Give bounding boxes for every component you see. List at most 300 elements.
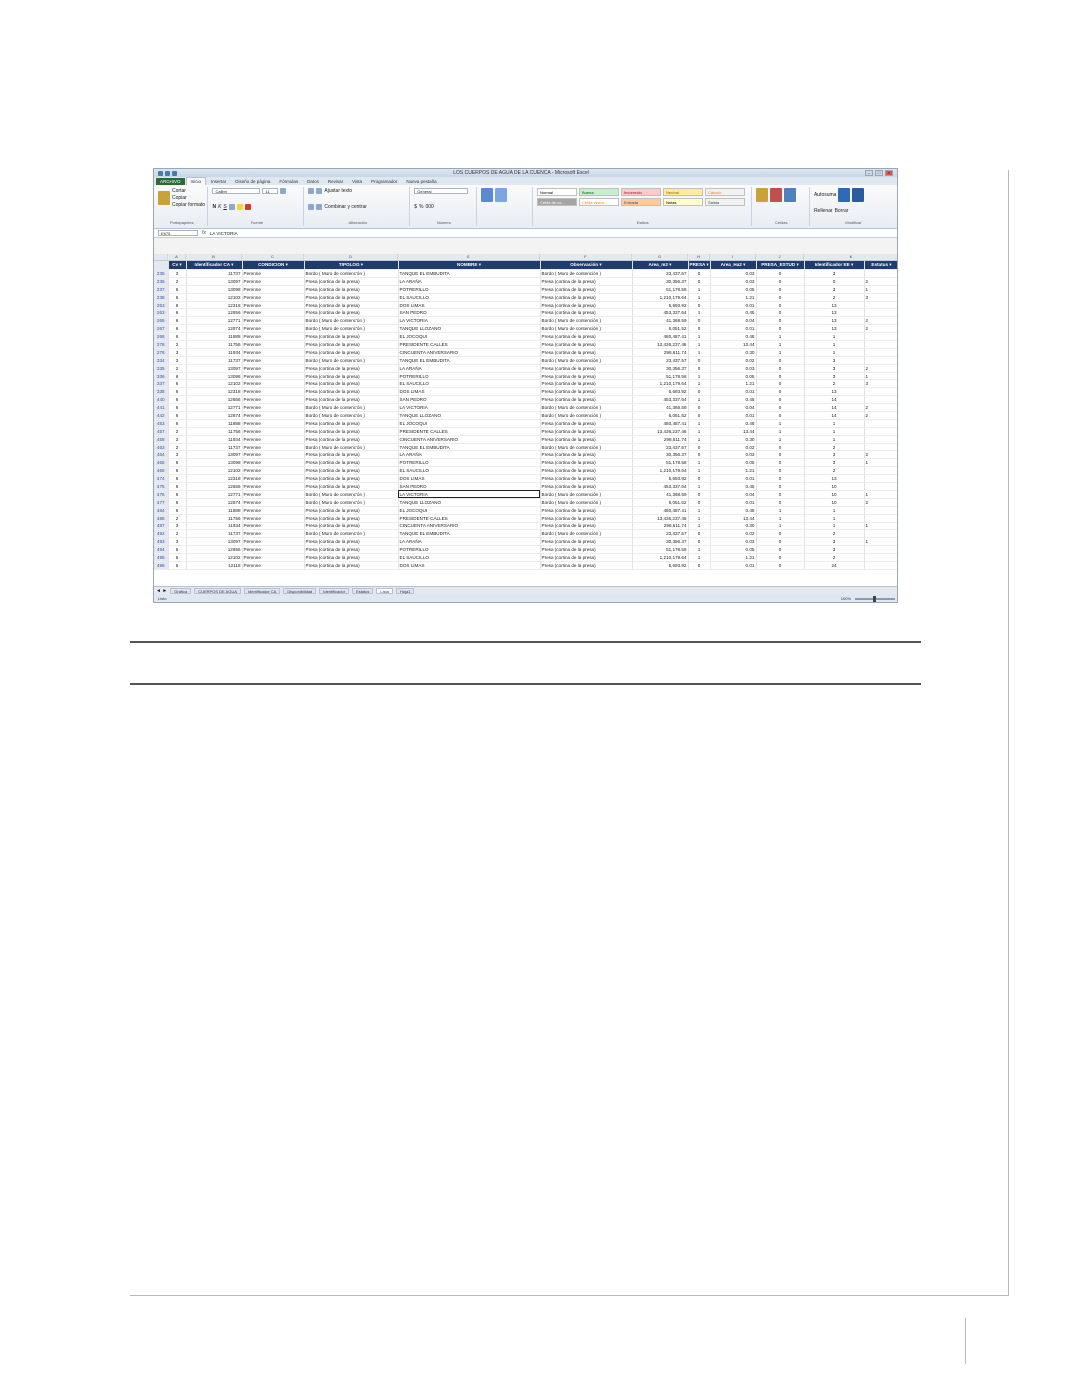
cell-area[interactable]: 23,437.57	[632, 270, 688, 278]
cell-presa[interactable]: 0	[688, 356, 710, 364]
row-number[interactable]: 477	[154, 498, 168, 506]
cell-cond[interactable]: Perenne	[242, 498, 304, 506]
cell-ide[interactable]: 24	[804, 561, 864, 569]
cell-style-option[interactable]: Buena	[579, 188, 619, 196]
cell-ha[interactable]: 0.30	[710, 435, 756, 443]
cell-cv[interactable]: 2	[168, 341, 186, 349]
cell-tipo[interactable]: Presa (cortina de la presa)	[304, 309, 398, 317]
cell-st[interactable]: 2	[864, 325, 898, 333]
cell-id[interactable]: 12318	[186, 388, 242, 396]
cell-est[interactable]: 0	[756, 475, 804, 483]
cell-st[interactable]: 2	[864, 277, 898, 285]
cell-presa[interactable]: 1	[688, 522, 710, 530]
cell-st[interactable]	[864, 443, 898, 451]
formula-input[interactable]: LA VICTORIA	[209, 230, 238, 236]
cell-nombre[interactable]: DOS LIMAS	[398, 475, 540, 483]
cell-st[interactable]	[864, 514, 898, 522]
cell-st[interactable]	[864, 270, 898, 278]
cell-tipo[interactable]: Presa (cortina de la presa)	[304, 419, 398, 427]
cell-st[interactable]: 2	[864, 498, 898, 506]
cell-nombre[interactable]: SAN PEDRO	[398, 396, 540, 404]
cell-presa[interactable]: 0	[688, 451, 710, 459]
cell-area[interactable]: 23,437.57	[632, 443, 688, 451]
quick-access-toolbar[interactable]	[158, 171, 177, 176]
cell-presa[interactable]: 0	[688, 443, 710, 451]
cell-obs[interactable]: Bordo ( Muro de contención )	[540, 412, 632, 420]
cell-cv[interactable]: 6	[168, 483, 186, 491]
fill-color-icon[interactable]	[237, 204, 243, 210]
cell-presa[interactable]: 1	[688, 293, 710, 301]
row-number[interactable]: 475	[154, 483, 168, 491]
cell-obs[interactable]: Presa (cortina de la presa)	[540, 467, 632, 475]
cell-nombre[interactable]: EL SAUCILLO	[398, 293, 540, 301]
row-number[interactable]: 276	[154, 341, 168, 349]
cell-nombre[interactable]: CINCUENTA ANIVERSARIO	[398, 522, 540, 530]
cell-ha[interactable]: 0.05	[710, 372, 756, 380]
cell-id[interactable]: 11737	[186, 356, 242, 364]
table-row[interactable]	[154, 459, 898, 467]
table-row[interactable]	[154, 404, 898, 412]
cell-cv[interactable]: 6	[168, 372, 186, 380]
cell-cv[interactable]: 3	[168, 270, 186, 278]
currency-icon[interactable]: $	[414, 204, 418, 210]
cell-presa[interactable]: 0	[688, 364, 710, 372]
cell-presa[interactable]: 0	[688, 404, 710, 412]
cell-ide[interactable]: 3	[804, 538, 864, 546]
cell-nombre[interactable]: TANQUE LLOZANO	[398, 498, 540, 506]
cell-st[interactable]	[864, 467, 898, 475]
cell-obs[interactable]: Bordo ( Muro de contención )	[540, 443, 632, 451]
cell-cv[interactable]: 6	[168, 459, 186, 467]
cell-st[interactable]: 1	[864, 372, 898, 380]
cell-tipo[interactable]: Bordo ( Muro de contenc'ón )	[304, 325, 398, 333]
find-select-icon[interactable]	[852, 188, 864, 202]
cell-obs[interactable]: Presa (cortina de la presa)	[540, 396, 632, 404]
cell-presa[interactable]: 1	[688, 427, 710, 435]
cell-style-option[interactable]: Incorrecto	[621, 188, 661, 196]
cell-ide[interactable]: 0	[804, 277, 864, 285]
cell-nombre[interactable]: EL JOCOQUI	[398, 419, 540, 427]
name-box[interactable]: E675	[158, 230, 198, 236]
cell-est[interactable]: 0	[756, 356, 804, 364]
cell-presa[interactable]: 0	[688, 301, 710, 309]
cell-obs[interactable]: Presa (cortina de la presa)	[540, 301, 632, 309]
cell-cond[interactable]: Perenne	[242, 530, 304, 538]
cell-presa[interactable]: 1	[688, 483, 710, 491]
column-letter[interactable]: I	[710, 254, 756, 260]
cell-id[interactable]: 12874	[186, 498, 242, 506]
wrap-text-button[interactable]: Ajustar texto	[324, 188, 353, 194]
ribbon-tab[interactable]: Inicio	[186, 177, 207, 185]
cell-ha[interactable]: 0.05	[710, 546, 756, 554]
cell-presa[interactable]: 1	[688, 372, 710, 380]
cell-cv[interactable]: 6	[168, 396, 186, 404]
table-row[interactable]	[154, 538, 898, 546]
table-row[interactable]	[154, 546, 898, 554]
cell-cond[interactable]: Perenne	[242, 427, 304, 435]
column-letter[interactable]: G	[632, 254, 688, 260]
cell-cv[interactable]: 6	[168, 419, 186, 427]
cell-presa[interactable]: 0	[688, 530, 710, 538]
cell-cond[interactable]: Perenne	[242, 301, 304, 309]
cell-id[interactable]: 11737	[186, 270, 242, 278]
cell-area[interactable]: 480,487.41	[632, 333, 688, 341]
sheet-tab[interactable]: Hoja1	[396, 588, 414, 594]
cell-tipo[interactable]: Presa (cortina de la presa)	[304, 546, 398, 554]
cell-ha[interactable]: 0.03	[710, 538, 756, 546]
cell-obs[interactable]: Presa (cortina de la presa)	[540, 435, 632, 443]
table-row[interactable]	[154, 396, 898, 404]
cell-obs[interactable]: Presa (cortina de la presa)	[540, 372, 632, 380]
cell-nombre[interactable]: LA VICTORIA	[398, 317, 540, 325]
cell-cv[interactable]: 6	[168, 285, 186, 293]
cell-area[interactable]: 51,178.58	[632, 372, 688, 380]
delete-cells-icon[interactable]	[770, 188, 782, 202]
cell-tipo[interactable]: Presa (cortina de la presa)	[304, 348, 398, 356]
cell-cv[interactable]: 6	[168, 293, 186, 301]
cell-est[interactable]: 0	[756, 412, 804, 420]
cell-id[interactable]: 11756	[186, 427, 242, 435]
cell-cv[interactable]: 3	[168, 348, 186, 356]
cell-presa[interactable]: 1	[688, 467, 710, 475]
save-icon[interactable]	[165, 171, 170, 176]
cell-cv[interactable]: 6	[168, 325, 186, 333]
cell-cond[interactable]: Perenne	[242, 506, 304, 514]
table-row[interactable]	[154, 372, 898, 380]
bold-icon[interactable]: N	[212, 204, 217, 210]
cell-area[interactable]: 5,693.92	[632, 388, 688, 396]
row-number[interactable]: 238	[154, 293, 168, 301]
cell-ide[interactable]: 13	[804, 309, 864, 317]
cell-tipo[interactable]: Bordo ( Muro de contenc'ón )	[304, 490, 398, 498]
cell-id[interactable]: 11888	[186, 506, 242, 514]
cell-ide[interactable]: 13	[804, 475, 864, 483]
cell-presa[interactable]: 1	[688, 554, 710, 562]
cell-ide[interactable]: 1	[804, 348, 864, 356]
cell-area[interactable]: 51,178.58	[632, 285, 688, 293]
row-number[interactable]: 337	[154, 380, 168, 388]
ribbon-tab[interactable]: ARCHIVO	[156, 178, 185, 185]
cell-est[interactable]: 1	[756, 506, 804, 514]
sheet-tab[interactable]: Lista	[376, 588, 392, 594]
cell-area[interactable]: 1,210,179.64	[632, 380, 688, 388]
table-row[interactable]	[154, 341, 898, 349]
cell-presa[interactable]: 0	[688, 475, 710, 483]
cell-st[interactable]: 2	[864, 317, 898, 325]
cell-nombre[interactable]: LA ARAÑA	[398, 538, 540, 546]
cell-ha[interactable]: 0.03	[710, 270, 756, 278]
table-row[interactable]	[154, 451, 898, 459]
ribbon-tab[interactable]: Insertar	[211, 179, 227, 184]
cell-area[interactable]: 6,051.52	[632, 498, 688, 506]
cell-est[interactable]: 0	[756, 490, 804, 498]
cell-area[interactable]: 1,210,179.64	[632, 554, 688, 562]
cell-st[interactable]	[864, 506, 898, 514]
cell-est[interactable]: 0	[756, 364, 804, 372]
column-letter[interactable]: C	[242, 254, 304, 260]
cell-ide[interactable]: 14	[804, 396, 864, 404]
cell-ide[interactable]: 3	[804, 372, 864, 380]
cut-button[interactable]: Cortar	[172, 188, 186, 194]
cell-obs[interactable]: Presa (cortina de la presa)	[540, 293, 632, 301]
table-row[interactable]	[154, 506, 898, 514]
table-row[interactable]	[154, 514, 898, 522]
cell-tipo[interactable]: Presa (cortina de la presa)	[304, 396, 398, 404]
cell-cv[interactable]: 6	[168, 467, 186, 475]
row-number[interactable]: 263	[154, 309, 168, 317]
cell-est[interactable]: 1	[756, 348, 804, 356]
row-number[interactable]: 334	[154, 356, 168, 364]
cell-cond[interactable]: Perenne	[242, 554, 304, 562]
cell-id[interactable]: 12102	[186, 293, 242, 301]
minimize-icon[interactable]: –	[865, 170, 873, 176]
cell-tipo[interactable]: Presa (cortina de la presa)	[304, 427, 398, 435]
cell-obs[interactable]: Presa (cortina de la presa)	[540, 380, 632, 388]
cell-area[interactable]: 1,210,179.64	[632, 293, 688, 301]
cell-id[interactable]: 12771	[186, 404, 242, 412]
table-row[interactable]	[154, 270, 898, 278]
table-row[interactable]	[154, 522, 898, 530]
cell-ha[interactable]: 0.01	[710, 475, 756, 483]
sheet-nav-icon[interactable]: ◄ ►	[156, 587, 168, 594]
cell-id[interactable]: 13097	[186, 538, 242, 546]
cell-cond[interactable]: Perenne	[242, 490, 304, 498]
cell-st[interactable]: 2	[864, 364, 898, 372]
cell-id[interactable]: 12656	[186, 309, 242, 317]
cell-cond[interactable]: Perenne	[242, 561, 304, 569]
cell-ha[interactable]: 13.44	[710, 514, 756, 522]
cell-id[interactable]: 13098	[186, 285, 242, 293]
column-letter[interactable]: F	[540, 254, 632, 260]
cell-est[interactable]: 0	[756, 546, 804, 554]
cell-est[interactable]: 0	[756, 277, 804, 285]
cell-st[interactable]: 2	[864, 451, 898, 459]
cell-st[interactable]	[864, 341, 898, 349]
cell-id[interactable]: 13097	[186, 364, 242, 372]
cell-area[interactable]: 298,611.74	[632, 522, 688, 530]
cell-nombre[interactable]: PRESIDENTE CALLES	[398, 341, 540, 349]
cell-area[interactable]: 6,051.52	[632, 412, 688, 420]
column-letter[interactable]	[154, 254, 168, 260]
table-row[interactable]	[154, 325, 898, 333]
cell-ha[interactable]: 0.01	[710, 325, 756, 333]
cell-ha[interactable]: 13.44	[710, 341, 756, 349]
cell-tipo[interactable]: Presa (cortina de la presa)	[304, 388, 398, 396]
column-letter[interactable]: H	[688, 254, 710, 260]
cell-nombre[interactable]: PRESIDENTE CALLES	[398, 427, 540, 435]
cell-nombre[interactable]: EL SAUCILLO	[398, 467, 540, 475]
cell-nombre[interactable]: TANQUE EL EMBUDITA	[398, 356, 540, 364]
row-number[interactable]: 268	[154, 333, 168, 341]
cell-ide[interactable]: 3	[804, 270, 864, 278]
row-number[interactable]: 458	[154, 435, 168, 443]
insert-cells-icon[interactable]	[756, 188, 768, 202]
cell-nombre[interactable]: CINCUENTA ANIVERSARIO	[398, 435, 540, 443]
cell-cv[interactable]: 6	[168, 498, 186, 506]
sheet-tab[interactable]: Estatus	[352, 588, 373, 594]
cell-obs[interactable]: Bordo ( Muro de contención )	[540, 317, 632, 325]
cell-cv[interactable]: 3	[168, 451, 186, 459]
cell-obs[interactable]: Bordo ( Muro de contención )	[540, 498, 632, 506]
cell-st[interactable]: 3	[864, 293, 898, 301]
ribbon-tab[interactable]: Datos	[307, 179, 319, 184]
cell-obs[interactable]: Presa (cortina de la presa)	[540, 427, 632, 435]
cell-ide[interactable]: 1	[804, 333, 864, 341]
cell-cond[interactable]: Perenne	[242, 522, 304, 530]
underline-icon[interactable]: S	[223, 204, 227, 210]
cell-style-option[interactable]: Notas	[663, 198, 703, 206]
table-row[interactable]	[154, 561, 898, 569]
cell-est[interactable]: 1	[756, 341, 804, 349]
table-row[interactable]	[154, 467, 898, 475]
conditional-format-icon[interactable]	[481, 188, 493, 202]
cell-obs[interactable]: Bordo ( Muro de contención )	[540, 325, 632, 333]
table-row[interactable]	[154, 333, 898, 341]
cell-st[interactable]: 1	[864, 459, 898, 467]
cell-est[interactable]: 0	[756, 404, 804, 412]
align-center-icon[interactable]	[316, 204, 322, 210]
cell-tipo[interactable]: Presa (cortina de la presa)	[304, 506, 398, 514]
cell-obs[interactable]: Presa (cortina de la presa)	[540, 364, 632, 372]
cell-cv[interactable]: 2	[168, 427, 186, 435]
column-letter[interactable]: K	[804, 254, 898, 260]
row-number[interactable]: 466	[154, 467, 168, 475]
cell-cv[interactable]: 2	[168, 364, 186, 372]
cell-presa[interactable]: 1	[688, 419, 710, 427]
cell-est[interactable]: 0	[756, 451, 804, 459]
sheet-tab[interactable]: Identificador CA	[244, 588, 280, 594]
cell-nombre[interactable]: LA VICTORIA	[398, 490, 540, 498]
row-number[interactable]: 486	[154, 514, 168, 522]
table-row[interactable]	[154, 285, 898, 293]
cell-cond[interactable]: Perenne	[242, 396, 304, 404]
sheet-tab[interactable]: CUERPOS DE AGUA	[194, 588, 241, 594]
cell-ha[interactable]: 0.48	[710, 419, 756, 427]
cell-nombre[interactable]: EL SAUCILLO	[398, 554, 540, 562]
cell-ide[interactable]: 3	[804, 285, 864, 293]
cell-cond[interactable]: Perenne	[242, 546, 304, 554]
table-row[interactable]	[154, 364, 898, 372]
cell-st[interactable]	[864, 356, 898, 364]
cell-nombre[interactable]: SAN PEDRO	[398, 483, 540, 491]
cell-cv[interactable]: 2	[168, 443, 186, 451]
zoom-slider[interactable]	[855, 598, 895, 600]
row-number[interactable]: 494	[154, 546, 168, 554]
cell-cond[interactable]: Perenne	[242, 372, 304, 380]
table-row[interactable]	[154, 475, 898, 483]
cell-area[interactable]: 41,368.59	[632, 404, 688, 412]
cell-presa[interactable]: 1	[688, 396, 710, 404]
cell-st[interactable]	[864, 435, 898, 443]
table-row[interactable]	[154, 380, 898, 388]
cell-id[interactable]: 11934	[186, 522, 242, 530]
cell-tipo[interactable]: Presa (cortina de la presa)	[304, 333, 398, 341]
table-row[interactable]	[154, 293, 898, 301]
cell-nombre[interactable]: TANQUE LLOZANO	[398, 412, 540, 420]
cell-nombre[interactable]: LA ARAÑA	[398, 364, 540, 372]
cell-area[interactable]: 30,356.37	[632, 277, 688, 285]
cell-ha[interactable]: 0.48	[710, 506, 756, 514]
sheet-tab[interactable]: Gráfica	[170, 588, 191, 594]
row-number[interactable]: 496	[154, 561, 168, 569]
table-row[interactable]	[154, 435, 898, 443]
cell-area[interactable]: 13,436,237.46	[632, 514, 688, 522]
cell-ide[interactable]: 3	[804, 356, 864, 364]
cell-area[interactable]: 41,368.59	[632, 317, 688, 325]
cell-tipo[interactable]: Bordo ( Muro de contenc'ón )	[304, 317, 398, 325]
cell-st[interactable]	[864, 333, 898, 341]
paste-icon[interactable]	[158, 191, 170, 205]
cell-cv[interactable]: 6	[168, 301, 186, 309]
cell-nombre[interactable]: TANQUE LLOZANO	[398, 325, 540, 333]
column-letter[interactable]: D	[304, 254, 398, 260]
cell-presa[interactable]: 0	[688, 538, 710, 546]
comma-icon[interactable]: 000	[425, 204, 434, 210]
cell-ha[interactable]: 13.44	[710, 427, 756, 435]
cell-id[interactable]: 12656	[186, 396, 242, 404]
cell-id[interactable]: 13097	[186, 277, 242, 285]
cell-id[interactable]: 11756	[186, 514, 242, 522]
cell-cond[interactable]: Perenne	[242, 317, 304, 325]
cell-id[interactable]: 11888	[186, 333, 242, 341]
cell-ide[interactable]: 1	[804, 341, 864, 349]
cell-id[interactable]: 11756	[186, 341, 242, 349]
cell-est[interactable]: 1	[756, 435, 804, 443]
row-number[interactable]: 440	[154, 396, 168, 404]
cell-ide[interactable]: 2	[804, 554, 864, 562]
cell-presa[interactable]: 0	[688, 561, 710, 569]
cell-st[interactable]	[864, 483, 898, 491]
cell-cond[interactable]: Perenne	[242, 309, 304, 317]
cell-cv[interactable]: 6	[168, 554, 186, 562]
cell-area[interactable]: 13,436,237.46	[632, 427, 688, 435]
cell-st[interactable]: 2	[864, 412, 898, 420]
cell-st[interactable]	[864, 554, 898, 562]
cell-ide[interactable]: 3	[804, 546, 864, 554]
cell-obs[interactable]: Bordo ( Muro de contención )	[540, 530, 632, 538]
cell-ha[interactable]: 0.03	[710, 364, 756, 372]
cell-id[interactable]: 11934	[186, 348, 242, 356]
cell-est[interactable]: 1	[756, 522, 804, 530]
cell-area[interactable]: 1,210,179.64	[632, 467, 688, 475]
cell-cond[interactable]: Perenne	[242, 538, 304, 546]
cell-style-option[interactable]: Celda vincul...	[579, 198, 619, 206]
cell-style-option[interactable]: Entrada	[621, 198, 661, 206]
cell-id[interactable]: 12102	[186, 554, 242, 562]
cell-area[interactable]: 480,487.41	[632, 506, 688, 514]
cell-est[interactable]: 0	[756, 483, 804, 491]
row-number[interactable]: 265	[154, 317, 168, 325]
column-header[interactable]: Area_Ha2 ▾	[710, 261, 756, 270]
cell-cv[interactable]: 6	[168, 388, 186, 396]
cell-ide[interactable]: 2	[804, 443, 864, 451]
cell-tipo[interactable]: Presa (cortina de la presa)	[304, 561, 398, 569]
cell-cond[interactable]: Perenne	[242, 364, 304, 372]
cell-cond[interactable]: Perenne	[242, 459, 304, 467]
cell-obs[interactable]: Bordo ( Muro de contención )	[540, 404, 632, 412]
cell-st[interactable]	[864, 475, 898, 483]
cell-ha[interactable]: 0.01	[710, 498, 756, 506]
ribbon-tab[interactable]: Nueva pestaña	[406, 179, 437, 184]
column-header[interactable]: PRESA ▾	[688, 261, 710, 270]
cell-est[interactable]: 1	[756, 514, 804, 522]
cell-tipo[interactable]: Presa (cortina de la presa)	[304, 341, 398, 349]
sheet-tab[interactable]: Identificador	[319, 588, 349, 594]
cell-cond[interactable]: Perenne	[242, 293, 304, 301]
column-header[interactable]: Identificador CA ▾	[186, 261, 242, 270]
cell-cond[interactable]: Perenne	[242, 348, 304, 356]
cell-ha[interactable]: 1.21	[710, 467, 756, 475]
